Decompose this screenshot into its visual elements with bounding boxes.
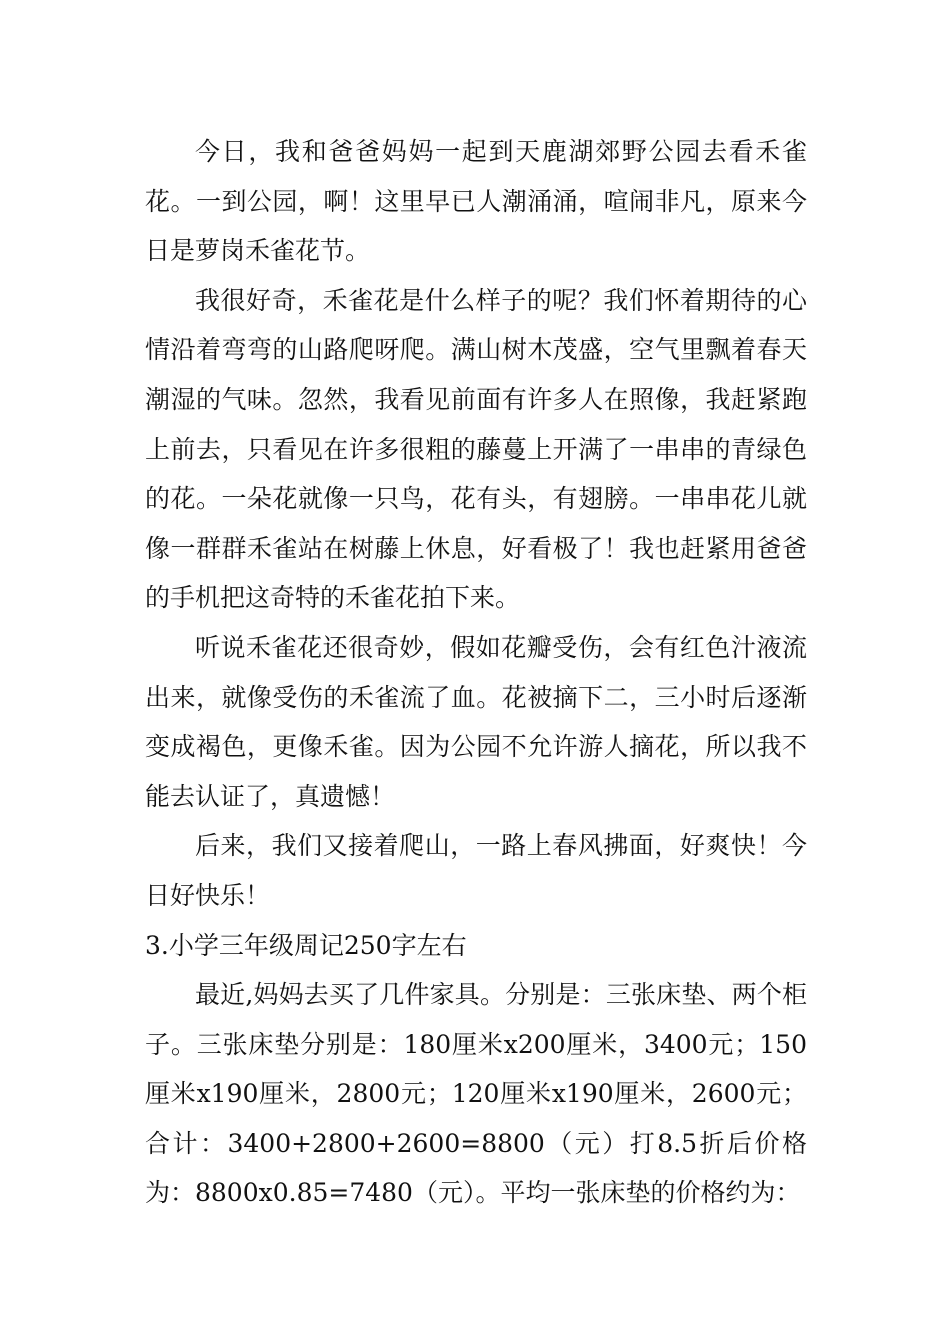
paragraph: 后来，我们又接着爬山，一路上春风拂面，好爽快！今日好快乐！	[145, 831, 807, 910]
paragraph: 听说禾雀花还很奇妙，假如花瓣受伤，会有红色汁液流出来，就像受伤的禾雀流了血。花被摘下二，三小时后逐渐变成褐色，更像禾雀。因为公园不允许游人摘花，所以我不能去认证了，真遗憾！	[145, 632, 807, 811]
paragraph: 我很好奇，禾雀花是什么样子的呢？我们怀着期待的心情沿着弯弯的山路爬呀爬。满山树木茂盛，空气里飘着春天潮湿的气味。忽然，我看见前面有许多人在照像，我赶紧跑上前去，只看见在许多很粗的藤蔓上开满了一串串的青绿色的花。一朵花就像一只鸟，花有头，有翅膀。一串串花儿就像一群群禾雀站在树藤上休息，好看极了！我也赶紧用爸爸的手机把这奇特的禾雀花拍下来。	[145, 285, 807, 613]
section-heading: 3.小学三年级周记250字左右	[145, 930, 467, 960]
document-body	[145, 127, 807, 1218]
paragraph: 今日，我和爸爸妈妈一起到天鹿湖郊野公园去看禾雀花。一到公园，啊！这里早已人潮涌涌，喧闹非凡，原来今日是萝岗禾雀花节。	[145, 137, 807, 266]
paragraph: 最近,妈妈去买了几件家具。分别是：三张床垫、两个柜子。三张床垫分别是：180厘米x200厘米，3400元；150厘米x190厘米，2800元；120厘米x190厘米，2600元；合计：3400+2800+2600=8800（元）打8.5折后价格为：8800x0.85=7480（元）。平均一张床垫的价格约为：	[145, 980, 807, 1208]
